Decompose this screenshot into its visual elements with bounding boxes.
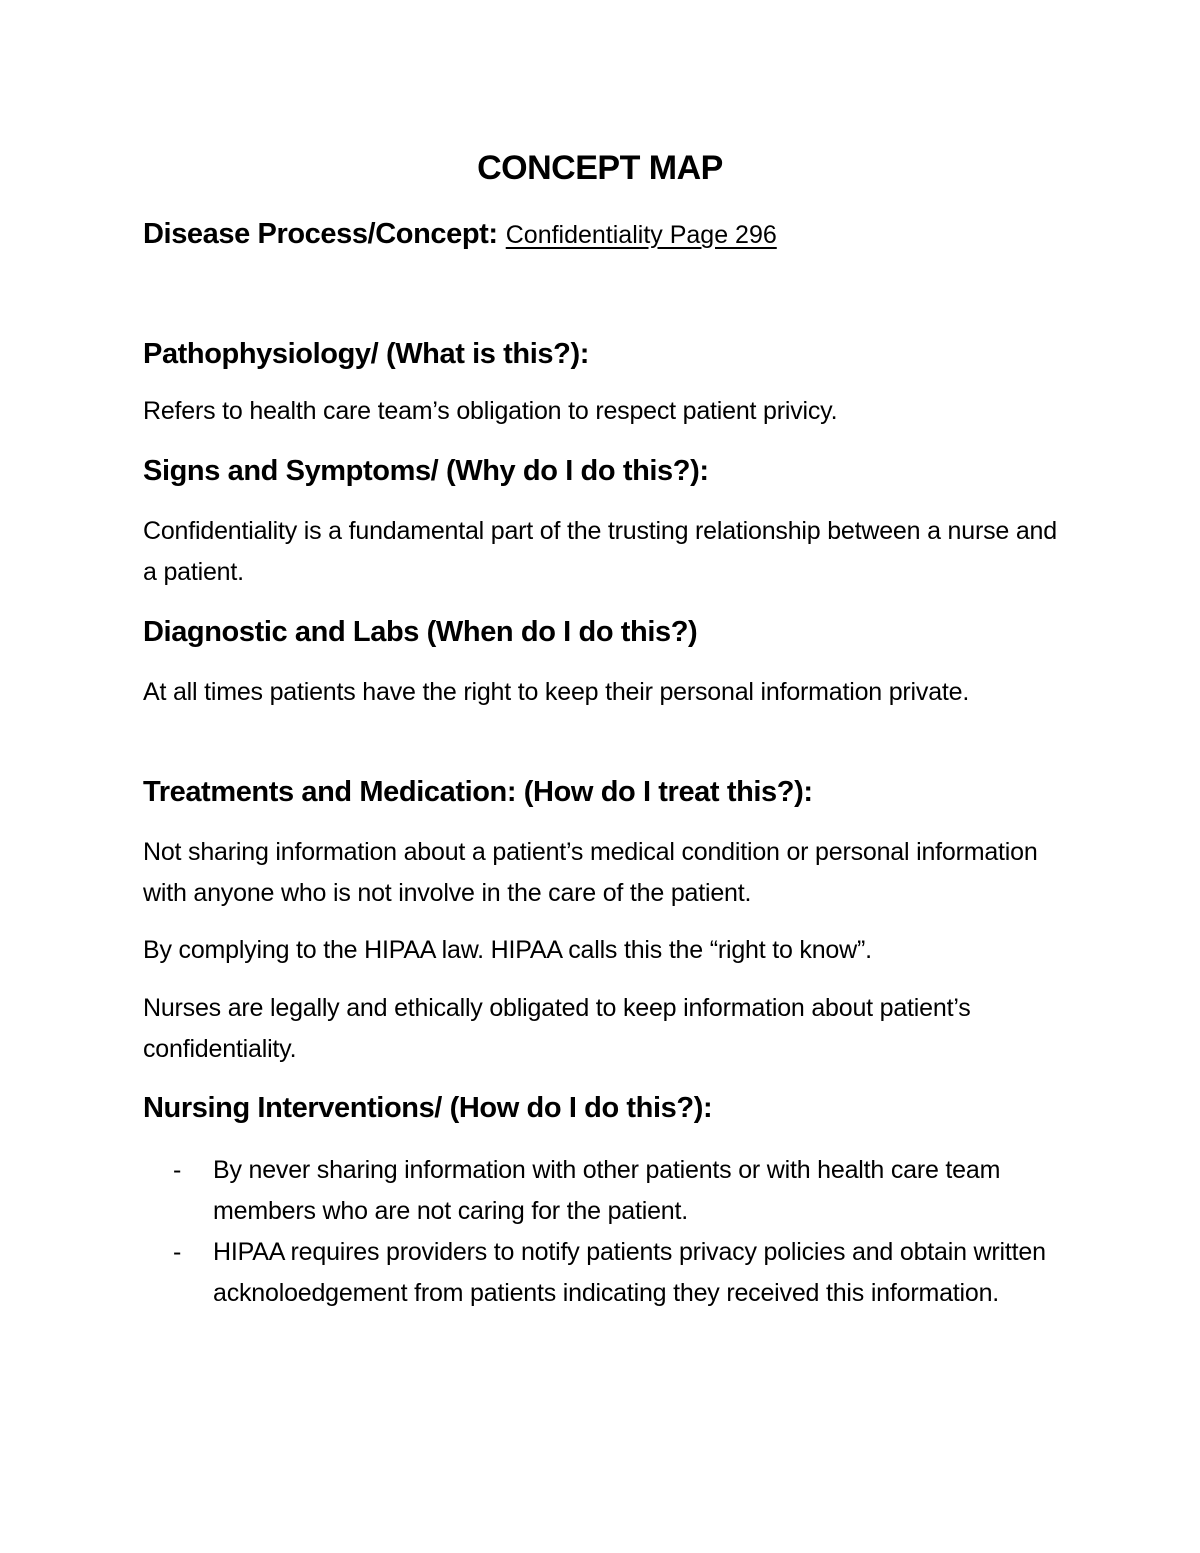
section-heading-treatments: Treatments and Medication: (How do I treat this?): xyxy=(143,776,813,808)
section-text-treatments-3: Nurses are legally and ethically obligated to keep information about patient’s confidentiality. xyxy=(143,994,971,1063)
section-heading-signs-symptoms: Signs and Symptoms/ (Why do I do this?): xyxy=(143,455,709,487)
section-text-treatments-1: Not sharing information about a patient’s medical condition or personal information with anyone who is not involve in the care of the patient. xyxy=(143,838,1038,907)
list-item-text: By never sharing information with other patients or with health care team members who are not caring for the patient. xyxy=(213,1156,1001,1225)
section-text-treatments-2: By complying to the HIPAA law. HIPAA calls this the “right to know”. xyxy=(143,936,872,964)
section-text-signs-symptoms: Confidentiality is a fundamental part of the trusting relationship between a nurse and a patient. xyxy=(143,517,1057,586)
concept-value: Confidentiality Page 296 xyxy=(505,221,777,249)
concept-label: Disease Process/Concept: xyxy=(143,218,498,250)
nursing-interventions-list xyxy=(143,1150,1063,1314)
section-text-pathophysiology: Refers to health care team’s obligation to respect patient privicy. xyxy=(143,397,838,425)
concept-line xyxy=(143,214,777,255)
bullet-dash: - xyxy=(173,1238,182,1266)
list-item-text: HIPAA requires providers to notify patients privacy policies and obtain written acknoloedgement from patients indicating they received this information. xyxy=(213,1238,1046,1307)
section-heading-pathophysiology: Pathophysiology/ (What is this?): xyxy=(143,338,589,370)
list-item xyxy=(143,1150,1063,1232)
bullet-dash: - xyxy=(173,1156,182,1184)
section-heading-diagnostic-labs: Diagnostic and Labs (When do I do this?) xyxy=(143,616,698,648)
page-title: CONCEPT MAP xyxy=(477,149,723,187)
section-heading-nursing-interventions: Nursing Interventions/ (How do I do this?): xyxy=(143,1092,713,1124)
section-text-diagnostic-labs: At all times patients have the right to keep their personal information private. xyxy=(143,678,970,706)
list-item xyxy=(143,1232,1063,1314)
